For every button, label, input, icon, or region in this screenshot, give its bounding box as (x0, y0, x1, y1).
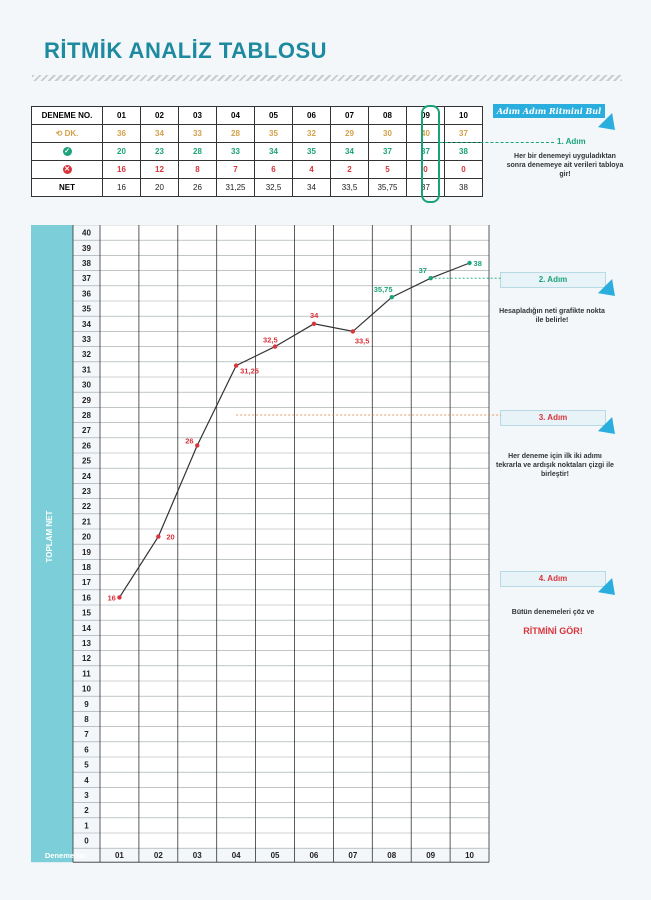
table-cell[interactable]: 37 (407, 143, 445, 161)
table-row-correct (32, 143, 483, 161)
y-tick-label: 10 (82, 684, 91, 694)
y-tick-label: 32 (82, 350, 91, 360)
data-point (117, 595, 121, 599)
y-tick-label: 25 (82, 456, 91, 466)
header-col: 01 (103, 107, 141, 125)
y-tick-label: 22 (82, 502, 91, 512)
table-cell[interactable]: 28 (217, 125, 255, 143)
table-cell[interactable]: 30 (369, 125, 407, 143)
table-cell[interactable]: 32 (293, 125, 331, 143)
x-tick-label: 08 (387, 851, 397, 861)
data-point (273, 344, 277, 348)
y-tick-label: 2 (84, 806, 89, 816)
step-4-title: 4. Adım (500, 571, 606, 587)
y-tick-label: 19 (82, 547, 91, 557)
x-tick-label: 03 (192, 851, 202, 861)
table-cell[interactable]: 34 (293, 179, 331, 197)
y-tick-label: 35 (82, 304, 91, 314)
y-tick-label: 29 (82, 395, 91, 405)
step-2-text: Hesapladığın neti grafikte nokta ile belirle! (499, 308, 605, 324)
header-col: 04 (217, 107, 255, 125)
x-tick-label: 09 (426, 851, 436, 861)
step-1-title: 1. Adım (557, 137, 586, 146)
table-cell[interactable]: 16 (103, 161, 141, 179)
table-cell[interactable]: 38 (445, 143, 483, 161)
y-tick-label: 20 (82, 532, 91, 542)
table-header-row (32, 107, 483, 125)
y-tick-label: 31 (82, 365, 91, 375)
x-tick-label: 02 (153, 851, 163, 861)
page-title: RİTMİK ANALİZ TABLOSU (44, 38, 328, 63)
y-tick-label: 37 (82, 274, 91, 284)
data-label: 35,75 (373, 285, 393, 295)
data-label: 26 (185, 436, 194, 446)
step-4-emphasis: RİTMİNİ GÖR! (523, 626, 583, 636)
y-tick-label: 34 (82, 319, 91, 329)
table-cell[interactable]: 12 (141, 161, 179, 179)
table-cell[interactable]: 37 (407, 179, 445, 197)
data-label: 31,25 (240, 366, 259, 376)
table-cell[interactable]: 20 (103, 143, 141, 161)
x-icon: ✕ (64, 166, 70, 174)
table-cell[interactable]: 40 (407, 125, 445, 143)
data-label: 37 (418, 266, 427, 276)
row-label-wrong (32, 161, 103, 179)
y-tick-label: 17 (82, 578, 91, 588)
net-line-chart (31, 225, 501, 865)
table-cell[interactable]: 33,5 (331, 179, 369, 197)
step-2-title: 2. Adım (500, 272, 606, 288)
row-label-dk (32, 125, 103, 143)
data-point (467, 261, 471, 265)
header-col: 05 (255, 107, 293, 125)
y-tick-label: 15 (82, 608, 91, 618)
y-tick-label: 24 (82, 471, 91, 481)
column-09-highlight (421, 105, 440, 203)
data-label: 34 (309, 310, 319, 320)
data-label: 38 (473, 259, 482, 268)
y-tick-label: 7 (84, 730, 89, 740)
y-tick-label: 8 (84, 715, 89, 724)
header-col: 07 (331, 107, 369, 125)
table-cell[interactable]: 2 (331, 161, 369, 179)
y-tick-label: 1 (84, 821, 89, 831)
x-tick-label: 10 (465, 851, 475, 861)
data-point (390, 295, 394, 299)
y-tick-label: 33 (82, 335, 91, 344)
y-tick-label: 38 (82, 259, 91, 268)
y-tick-label: 26 (82, 441, 91, 451)
table-cell[interactable]: 0 (407, 161, 445, 179)
step-4-text: Bütün denemeleri çöz ve (511, 609, 595, 616)
table-cell[interactable]: 16 (103, 179, 141, 197)
x-axis-label: Deneme No (44, 851, 87, 861)
x-tick-label: 07 (348, 851, 358, 861)
table-cell[interactable]: 4 (293, 161, 331, 179)
table-cell[interactable]: 35 (255, 125, 293, 143)
step-1-connector (440, 142, 554, 143)
data-point (312, 322, 316, 326)
table-cell[interactable]: 37 (369, 143, 407, 161)
y-axis-label: TOPLAM NET (45, 510, 54, 563)
x-tick-label: 06 (309, 851, 319, 861)
data-label: 32,5 (263, 335, 278, 345)
data-point (156, 534, 160, 538)
header-col: 06 (293, 107, 331, 125)
table-cell[interactable]: 26 (179, 179, 217, 197)
y-tick-label: 39 (82, 243, 91, 253)
y-tick-label: 18 (82, 563, 91, 572)
y-tick-label: 11 (82, 669, 91, 679)
row-label-correct (32, 143, 103, 161)
table-cell[interactable]: 23 (141, 143, 179, 161)
data-point (234, 363, 238, 367)
x-tick-label: 04 (231, 851, 241, 861)
header-col: 08 (369, 107, 407, 125)
table-cell[interactable]: 31,25 (217, 179, 255, 197)
y-tick-label: 16 (82, 593, 91, 603)
header-deneme-no: DENEME NO. (32, 107, 103, 125)
y-tick-label: 3 (84, 791, 89, 800)
data-point (351, 329, 355, 333)
y-tick-label: 30 (82, 380, 91, 390)
x-tick-label: 01 (114, 851, 124, 861)
step-3-title: 3. Adım (500, 410, 606, 426)
check-icon: ✓ (64, 148, 70, 156)
y-tick-label: 4 (84, 775, 89, 785)
data-label: 20 (166, 532, 175, 542)
table-cell[interactable]: 20 (141, 179, 179, 197)
table-cell[interactable]: 28 (179, 143, 217, 161)
table-cell[interactable]: 38 (445, 179, 483, 197)
data-label: 33,5 (354, 336, 370, 346)
y-tick-label: 23 (82, 487, 91, 496)
y-tick-label: 36 (82, 289, 91, 299)
y-tick-label: 0 (84, 836, 89, 846)
y-tick-label: 13 (82, 639, 91, 648)
y-tick-label: 40 (82, 228, 91, 238)
y-tick-label: 14 (82, 623, 91, 633)
table-cell[interactable]: 34 (141, 125, 179, 143)
y-tick-label: 28 (82, 411, 91, 420)
row-label-text: DK. (64, 129, 79, 138)
table-cell[interactable]: 5 (369, 161, 407, 179)
table-cell[interactable]: 33 (217, 143, 255, 161)
table-cell[interactable]: 33 (179, 125, 217, 143)
table-cell[interactable]: 34 (255, 143, 293, 161)
table-cell[interactable]: 34 (331, 143, 369, 161)
y-tick-label: 5 (84, 760, 89, 770)
title-divider (32, 75, 622, 81)
y-tick-label: 27 (82, 426, 91, 436)
table-cell[interactable]: 35,75 (369, 179, 407, 197)
y-tick-label: 21 (82, 517, 91, 527)
table-cell[interactable]: 29 (331, 125, 369, 143)
table-cell[interactable]: 0 (445, 161, 483, 179)
data-table (31, 106, 483, 197)
header-col: 10 (445, 107, 483, 125)
data-point (428, 276, 432, 280)
x-tick-label: 05 (270, 851, 280, 861)
steps-banner: Adım Adım Ritmini Bul (493, 104, 605, 118)
table-cell[interactable]: 37 (445, 125, 483, 143)
table-cell[interactable]: 32,5 (255, 179, 293, 197)
table-cell[interactable]: 6 (255, 161, 293, 179)
table-cell[interactable]: 36 (103, 125, 141, 143)
table-cell[interactable]: 8 (179, 161, 217, 179)
y-tick-label: 12 (82, 654, 91, 664)
y-tick-label: 9 (84, 699, 89, 709)
table-row-wrong (32, 161, 483, 179)
header-col: 02 (141, 107, 179, 125)
row-label-net: NET (32, 179, 103, 197)
step-3-text: Her deneme için ilk iki adımı tekrarla ve ardışık noktaları çizgi ile birleştir! (496, 453, 614, 478)
table-cell[interactable]: 7 (217, 161, 255, 179)
data-point (195, 443, 199, 447)
header-col: 03 (179, 107, 217, 125)
clock-icon: ⟲ (55, 129, 63, 138)
y-tick-label: 6 (84, 745, 89, 755)
table-row-dk (32, 125, 483, 143)
header-col: 09 (407, 107, 445, 125)
table-row-net (32, 179, 483, 197)
table-cell[interactable]: 35 (293, 143, 331, 161)
data-label: 16 (107, 593, 116, 603)
step-1-text: Her bir denemeyi uyguladıktan sonra denemeye ait verileri tabloya gir! (506, 153, 624, 178)
